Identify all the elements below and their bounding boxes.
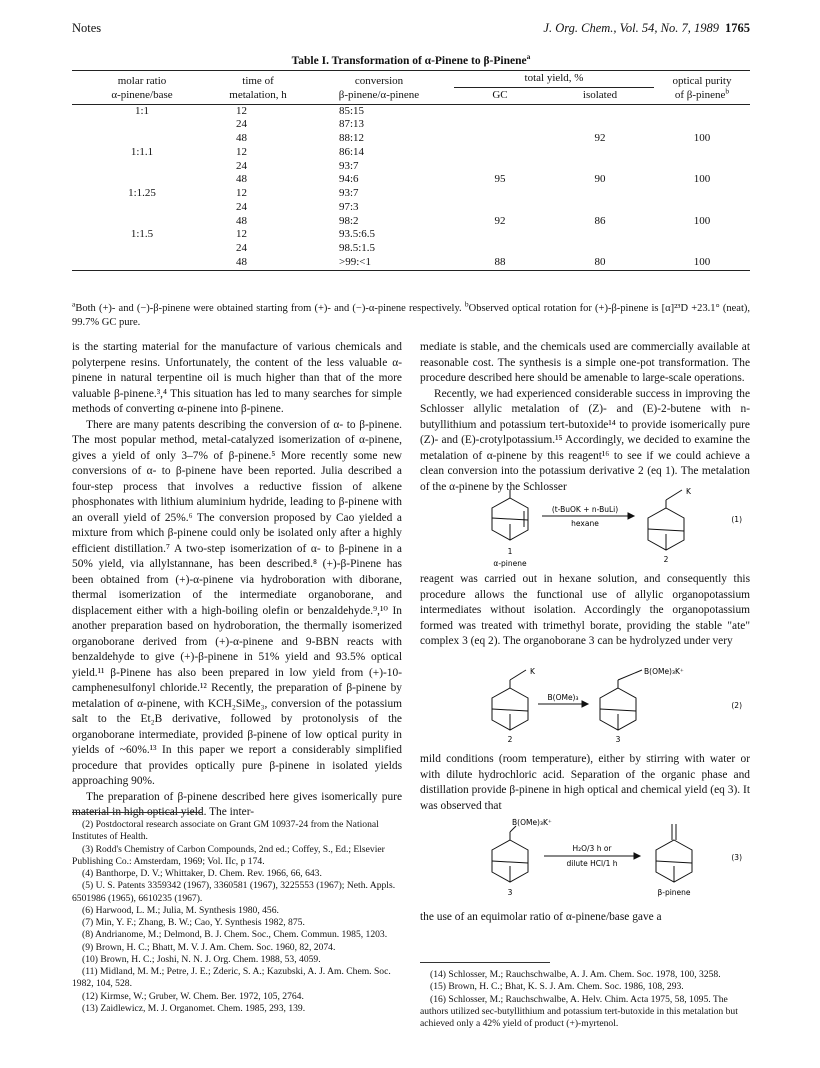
right-column-p5 [420, 910, 750, 926]
cell-gc [454, 118, 546, 132]
paragraph: is the starting material for the manufacture of various chemicals and polyterpene resins. Unfortunately, the content of the less valuable α-pinene in natural terpentine oil is much higher than that of the more valuable β-pinene.³,⁴ This situation has led to many searches for simple methods of converting α-pinene into β-pinene. [72, 341, 402, 415]
paragraph: Recently, we had experienced considerable success in improving the Schlosser allylic metalation of (Z)- and (E)-2-butene with n-butyllithium and potassium tert-butoxide¹⁴ to provide isomerically pure (Z)- and (E)-crotylpotassium.¹⁵ Accordingly, we decided to examine the metalation of α-pinene by this reagent¹⁶ to see if we could achieve a clean conversion into the potassium derivative 2 (eq 1). The metalation of the α-pinene by the Schlosser [420, 387, 750, 493]
cell-gc [454, 201, 546, 215]
cell-opt [654, 187, 750, 201]
cell-conv: 94:6 [339, 173, 359, 186]
paragraph: the use of an equimolar ratio of α-pinene/base gave a [420, 911, 662, 923]
reference-divider [72, 812, 202, 813]
cell-iso: 92 [594, 132, 606, 144]
references-right [420, 962, 750, 1030]
paragraph: mild conditions (room temperature), either by stirring with water or with dilute hydrochloric acid. Separation of the organic phase and distillation provide β-pinene in high optical and chemical yield (eq 3). It was observed that [420, 753, 750, 812]
header-optical-purity: optical purity of β-pinene$^b$ [654, 71, 750, 105]
table-row [72, 215, 750, 229]
cell-iso [546, 228, 654, 242]
cell-time: 24 [236, 118, 247, 131]
cell-gc [454, 132, 546, 146]
cell-time: 24 [236, 200, 247, 213]
cell-ratio [72, 132, 212, 146]
cell-ratio [72, 118, 212, 132]
cell-conv: 88:12 [339, 132, 365, 144]
cell-time: 48 [236, 214, 247, 227]
cell-opt: 100 [654, 256, 750, 270]
cell-ratio [72, 242, 212, 256]
paragraph: The preparation of β-pinene described here gives isomerically pure material in high optical yield. The inter- [72, 790, 402, 818]
eq2-boron-label: B̄(OMe)₃K⁺ [644, 668, 684, 676]
cell-time: 12 [236, 228, 247, 241]
eq3-boron-label: B̄(OMe)₃K⁺ [512, 818, 552, 827]
scheme-eq3 [420, 818, 750, 898]
cell-opt [654, 242, 750, 256]
cell-gc [454, 146, 546, 160]
reference-item: (9) Brown, H. C.; Bhatt, M. V. J. Am. Chem. Soc. 1960, 82, 2074. [82, 941, 336, 953]
eq1-reagent: (t-BuOK + n-BuLi) [551, 505, 619, 514]
reference-item: (6) Harwood, L. M.; Julia, M. Synthesis 1980, 456. [82, 904, 279, 916]
paragraph: mediate is stable, and the chemicals used are commercially available at reasonable cost. The synthesis is a simple one-pot transformation. The procedure described here should be amenable to large-scale operations. [420, 341, 750, 384]
cell-conv: 93:7 [339, 159, 359, 172]
eq1-compound-1: 1 [507, 547, 513, 556]
cell-ratio: 1:1.1 [130, 145, 154, 158]
results-table [72, 70, 750, 271]
reference-divider [420, 962, 550, 963]
eq1-alpha-pinene: α-pinene [493, 559, 527, 568]
eq2-compound-3: 3 [615, 735, 621, 744]
references-left [72, 812, 402, 1015]
reference-item: (12) Kirmse, W.; Gruber, W. Chem. Ber. 1972, 105, 2764. [82, 990, 304, 1002]
cell-iso: 90 [594, 173, 606, 186]
table-row [72, 256, 750, 270]
reference-item: (7) Min, Y. F.; Zhang, B. W.; Cao, Y. Synthesis 1982, 875. [82, 917, 305, 929]
cell-gc [454, 187, 546, 201]
header-time: time of metalation, h [212, 71, 304, 105]
table-footnote: $^a$Both (+)- and (−)-β-pinene were obtained starting from (+)- and (−)-α-pinene respectively. $^b$Observed optical rotation for (+)-β-pinene is [α]²³D +23.1° (neat), 99.7% GC pure. [72, 299, 750, 328]
reference-item: (2) Postdoctoral research associate on Grant GM 10937-24 from the National Institutes of Health. [72, 819, 379, 843]
cell-iso [546, 160, 654, 174]
header-conversion: conversion β-pinene/α-pinene [304, 71, 454, 105]
table-row [72, 242, 750, 256]
cell-conv: 97:3 [339, 200, 359, 213]
header-gc: GC [454, 87, 546, 104]
table-title: Table I. Transformation of α-Pinene to β-Pinene$^a$ [291, 52, 531, 67]
cell-opt: 100 [693, 132, 711, 144]
cell-opt [654, 146, 750, 160]
reference-item: (15) Brown, H. C.; Bhat, K. S. J. Am. Chem. Soc. 1986, 108, 293. [430, 981, 684, 993]
reference-item: (4) Banthorpe, D. V.; Whittaker, D. Chem. Rev. 1966, 66, 643. [82, 868, 322, 880]
cell-conv: 87:13 [339, 118, 365, 131]
cell-conv: 93:7 [339, 187, 359, 199]
table-row [72, 118, 750, 132]
reference-item: (5) U. S. Patents 3359342 (1967), 3360581 (1967), 3225553 (1967); Neth. Appls. 6501986 (1965), 6610235 (1967). [72, 880, 396, 904]
cell-opt [654, 118, 750, 132]
section-label: Notes [72, 21, 102, 35]
eq2-k-label: K [530, 668, 535, 676]
cell-iso: 80 [546, 256, 654, 270]
paragraph: reagent was carried out in hexane solution, and consequently this procedure allows the functional use of allylic organopotassium intermediates without isolation. Accordingly the organopotassium formed was treated with trimethyl borate, providing the stable "ate" complex 3 (eq 2). The organoborane 3 can be hydrolyzed under very [420, 573, 750, 647]
reference-item: (14) Schlosser, M.; Rauchschwalbe, A. J. Am. Chem. Soc. 1978, 100, 3258. [430, 969, 721, 980]
header-total-yield: total yield, % [454, 71, 654, 88]
cell-conv: 86:14 [339, 145, 365, 158]
cell-ratio [72, 160, 212, 174]
page-header [72, 20, 750, 36]
eq3-beta-pinene: β-pinene [657, 888, 691, 897]
left-column [72, 340, 402, 821]
journal-citation: J. Org. Chem., Vol. 54, No. 7, 1989 1765 [543, 21, 750, 35]
eq1-k-label: K [686, 488, 691, 496]
table-row [72, 146, 750, 160]
right-column-p4 [420, 752, 750, 814]
cell-time: 48 [236, 173, 247, 186]
cell-conv: >99:<1 [304, 256, 454, 270]
eq1-compound-2: 2 [663, 555, 669, 564]
header-isolated: isolated [546, 87, 654, 104]
cell-ratio: 1:1 [134, 104, 150, 117]
eq2-reagent: B(OMe)₃ [547, 693, 579, 702]
paragraph: There are many patents describing the conversion of α- to β-pinene. The most popular method, metal-catalyzed isomerization of α-pinene, gives a yield of only 3–7% of β-pinene.⁵ More recently some new conversions of α- to β-pinene have been reported. Julia described a four-step process that involves a reductive fission of alkene phosphonates with lithium aluminium hydride, leading to β-pinene with an overall yield of 25%.⁶ The conversion proposed by Cao yielded a mixture from which β-pinene could only be isolated only after a highly efficient distillation.⁷ A two-step isomerization of α- to β-pinene in a 50% yield, via allylstannane, has been described.⁸ (+)-β-Pinene has been obtained from (+)-α-pinene via hydroboration with diborane, thermal isomerization of the intermediate organoborane, and displacement either with a high-boiling olefin or benzaldehyde.⁹,¹⁰ In another preparation based on hydroboration, the thermally isomerized organoborane derived from (+)-α-pinene and 9-BBN reacts with benzaldehyde to give (+)-β-pinene in 51% yield and 93.5% optical yield.¹¹ β-Pinene has also been prepared in low yield from (+)-10-camphenesulfonyl chloride.¹² Recently, the preparation of β-pinene by metalation of α-pinene, with KCH₂SiMe₃, conversion of the potassium salt to the Et₂B derivative, followed by protonolysis of the organoborane intermediate, provided β-pinene of low optical purity in yields of ~60%.¹³ In this paper we report a considerably simplified procedure that provides optically pure β-pinene in isolated yields approaching 90%. [72, 418, 402, 787]
cell-conv: 85:15 [339, 104, 365, 117]
cell-iso [546, 146, 654, 160]
eq2-number: (2) [731, 701, 742, 710]
cell-time: 48 [212, 256, 304, 270]
table-row [72, 201, 750, 215]
cell-opt: 100 [693, 173, 711, 186]
table-row [72, 132, 750, 146]
scheme-eq2 [420, 668, 750, 746]
right-column [420, 340, 750, 495]
table-row [72, 187, 750, 201]
cell-gc [454, 160, 546, 174]
reference-item: (16) Schlosser, M.; Rauchschwalbe, A. Helv. Chim. Acta 1975, 58, 1095. The authors utilized sec-butyllithium and potassium tert-butoxide in this metalation but achieved only a 42% yield of product (+)-myrtenol. [420, 993, 738, 1030]
cell-gc: 92 [494, 214, 506, 227]
cell-conv: 98.5:1.5 [339, 242, 376, 254]
cell-conv: 98:2 [339, 214, 359, 227]
cell-gc [454, 228, 546, 242]
cell-iso: 86 [594, 214, 606, 227]
cell-iso [546, 118, 654, 132]
table-row [72, 104, 750, 118]
cell-ratio [72, 173, 212, 187]
reference-item: (10) Brown, H. C.; Joshi, N. N. J. Org. Chem. 1988, 53, 4059. [82, 953, 321, 965]
cell-opt [654, 160, 750, 174]
scheme-eq1 [420, 488, 750, 570]
table-row [72, 173, 750, 187]
cell-opt [654, 228, 750, 242]
cell-ratio: 1:1.25 [128, 187, 156, 199]
reference-item: (8) Andrianome, M.; Delmond, B. J. Chem. Soc., Chem. Commun. 1985, 1203. [82, 929, 388, 941]
eq3-condition-1: H₂O/3 h or [572, 844, 612, 853]
cell-gc [454, 104, 546, 118]
eq1-number: (1) [731, 515, 742, 524]
header-molar-ratio: molar ratio α-pinene/base [72, 71, 212, 105]
cell-iso [546, 104, 654, 118]
table-row [72, 228, 750, 242]
cell-gc: 95 [494, 173, 506, 186]
cell-gc [454, 242, 546, 256]
cell-time: 24 [236, 242, 247, 254]
eq1-solvent: hexane [571, 519, 599, 528]
cell-time: 12 [236, 104, 247, 117]
cell-time: 12 [236, 187, 247, 199]
reference-item: (11) Midland, M. M.; Petre, J. E.; Zderic, S. A.; Kazubski, A. J. Am. Chem. Soc. 1982, 104, 528. [72, 966, 391, 990]
cell-time: 24 [236, 159, 247, 172]
cell-ratio [72, 201, 212, 215]
cell-ratio [72, 215, 212, 229]
eq3-compound-3: 3 [507, 888, 513, 897]
page-number: 1765 [725, 21, 750, 35]
table-row [72, 160, 750, 174]
cell-opt: 100 [693, 214, 711, 227]
reference-item: (3) Rodd's Chemistry of Carbon Compounds, 2nd ed.; Coffey, S., Ed.; Elsevier Publishing Co.: Amsterdam, 1969; Vol. IIc, p 174. [72, 843, 385, 867]
right-column-p3 [420, 572, 750, 650]
cell-iso [546, 242, 654, 256]
cell-ratio [72, 256, 212, 270]
eq3-number: (3) [731, 853, 742, 862]
cell-time: 12 [236, 145, 247, 158]
cell-ratio: 1:1.5 [130, 228, 154, 241]
cell-iso [546, 201, 654, 215]
cell-time: 48 [236, 132, 247, 144]
reference-item: (13) Zaidlewicz, M. J. Organomet. Chem. 1985, 293, 139. [82, 1002, 306, 1014]
cell-conv: 93.5:6.5 [339, 228, 376, 241]
cell-iso [546, 187, 654, 201]
eq3-condition-2: dilute HCl/1 h [566, 859, 618, 868]
cell-opt [654, 104, 750, 118]
eq2-compound-2: 2 [507, 735, 513, 744]
cell-opt [654, 201, 750, 215]
cell-gc: 88 [454, 256, 546, 270]
